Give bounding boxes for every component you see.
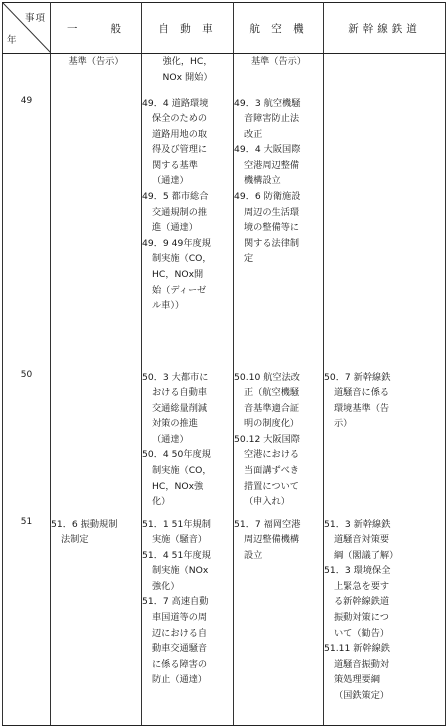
entry (234, 432, 323, 510)
entry (142, 236, 233, 314)
column-header-aircraft: 航 空 機 (234, 3, 324, 54)
entry-line: 対策の推進 (152, 418, 198, 430)
general-cell (51, 370, 142, 517)
entry-line: （通達） (152, 175, 189, 187)
entry (142, 189, 233, 236)
entry-line: 動車交通騒音 (152, 643, 208, 655)
entry (142, 594, 233, 688)
entry-line: 正（航空機騒 (244, 387, 300, 399)
entry-line: 空港周辺整備 (244, 159, 300, 171)
table-body (3, 54, 446, 726)
entry-line: 51．7 高速自動 (142, 596, 209, 608)
shinkansen-cell (324, 96, 446, 370)
aircraft-cell (234, 54, 324, 96)
entry-line: 音基準適合証 (244, 402, 300, 414)
entry-line: 49．6 防衛施設 (234, 191, 301, 203)
column-header-general: 一 般 (51, 3, 142, 54)
entry-line: 改正 (244, 128, 263, 140)
entry-line: 保全のための (152, 113, 208, 125)
entry-line: 音障害防止法 (244, 113, 300, 125)
entry-line: いて（勧告） (334, 627, 390, 639)
entry-line: 策処理要綱 (334, 674, 380, 686)
entry (142, 517, 233, 548)
entry-line: 防止（通達） (152, 674, 208, 686)
entry-line: 周辺整備機構 (244, 534, 300, 546)
aircraft-cell (234, 96, 324, 370)
entry-line: 関する基準 (152, 159, 198, 171)
entry-line: NOx 開始） (162, 71, 213, 83)
aircraft-cell (234, 517, 324, 726)
entry-line: 51．4 51年度規 (142, 549, 211, 561)
entry (234, 142, 323, 189)
entry-line: 強化） (152, 580, 180, 592)
entry-line: 制実施（NOx (152, 565, 209, 577)
table-row (3, 96, 446, 370)
year-cell: 51 (3, 517, 51, 726)
general-cell (51, 54, 142, 96)
corner-header (3, 3, 51, 54)
year-cell: 50 (3, 370, 51, 517)
year-cell: 49 (3, 96, 51, 370)
entry-line: （通達） (152, 433, 189, 445)
general-cell (51, 517, 142, 726)
entry (51, 517, 141, 548)
entry-line: 車国道等の周 (152, 612, 208, 624)
entry-line: （国鉄策定） (334, 690, 390, 702)
entry-line: 交通規制の推 (152, 206, 208, 218)
entry-line: 強化，HC， (162, 56, 213, 67)
shinkansen-cell (324, 517, 446, 726)
entry-line: る新幹線鉄道 (334, 596, 390, 608)
entry-line: 50.10 航空法改 (234, 371, 300, 383)
year-cell (3, 54, 51, 96)
entry (324, 563, 445, 641)
entry-line: 関する法律制 (244, 237, 300, 249)
aircraft-cell (234, 370, 324, 517)
entry-line: 始（ディーゼ (152, 284, 207, 296)
entry-line: 空港における (244, 449, 300, 461)
car-cell (142, 370, 234, 517)
entry-line: 振動対策につ (334, 612, 389, 624)
entry (234, 96, 323, 143)
entry-line: 当面講ずべき (244, 465, 299, 477)
header-row (3, 3, 446, 54)
entry (142, 447, 233, 509)
general-cell (51, 96, 142, 370)
entry-line: 49．4 大阪国際 (234, 144, 301, 156)
entry-line: 51．1 51年規制 (142, 518, 211, 530)
entry-line: 49．4 道路環境 (142, 97, 209, 109)
entry-line: 境の整備等に (244, 222, 300, 234)
entry-line: HC，NOx開 (152, 269, 204, 281)
entry (234, 189, 323, 267)
entry-line: 化） (152, 496, 171, 508)
entry (234, 54, 323, 70)
entry (51, 54, 141, 70)
entry-line: 得及び管理に (152, 144, 208, 156)
shinkansen-cell (324, 370, 446, 517)
entry-line: 51.11 新幹線鉄 (324, 643, 390, 655)
entry-line: 辺における自 (152, 627, 208, 639)
shinkansen-cell (324, 54, 446, 96)
entry-line: 道騒音対策要 (334, 534, 390, 546)
car-cell (142, 54, 234, 96)
entry-line: 法制定 (61, 534, 89, 546)
entry-line: 51．3 新幹線鉄 (324, 518, 391, 530)
entry-line: 明の制度化） (244, 418, 300, 430)
entry-line: 機構設立 (244, 175, 281, 187)
entry-line: HC，NOx強 (152, 480, 204, 492)
table-row (3, 517, 446, 726)
column-header-shinkansen: 新幹線鉄道 (324, 3, 446, 54)
entry-line: 定 (244, 253, 254, 265)
entry-line: 措置について (244, 480, 299, 492)
entry-line: 50.12 大阪国際 (234, 433, 300, 445)
entry-line: 綱（閣議了解） (334, 549, 399, 561)
entry (142, 96, 233, 190)
entry-line: 周辺の生活環 (244, 206, 300, 218)
entry-line: おける自動車 (152, 387, 208, 399)
entry-line: 51．3 環境保全 (324, 565, 391, 577)
entry-line: 50．7 新幹線鉄 (324, 371, 391, 383)
entry (324, 370, 445, 432)
entry-line: 50．4 50年度規 (142, 449, 211, 461)
entry-line: 進（通達） (152, 222, 198, 234)
entry (234, 517, 323, 564)
entry-line: 制実施（CO， (152, 253, 212, 265)
entry-line: 51．7 福岡空港 (234, 518, 301, 530)
entry (234, 370, 323, 432)
entry (142, 548, 233, 595)
entry-line: 環境基準（告 (334, 402, 390, 414)
car-cell (142, 96, 234, 370)
table-row (3, 54, 446, 96)
car-cell (142, 517, 234, 726)
item-label: 事項 (24, 13, 46, 24)
entry-line: 交通総量削減 (152, 402, 208, 414)
year-label: 年 (7, 35, 21, 46)
entry-line: 49．3 航空機騒 (234, 97, 301, 109)
entry-line: 49．5 都市総合 (142, 191, 209, 203)
entry-line: 基準（告示） (68, 56, 124, 67)
entry-line: 基準（告示） (250, 56, 307, 67)
entry (324, 641, 445, 703)
entry (142, 370, 233, 448)
table-row (3, 370, 446, 517)
entry-line: 上緊急を要す (334, 580, 390, 592)
entry-line: 49．9 49年度規 (142, 237, 211, 249)
entry-line: 制実施（CO， (152, 465, 212, 477)
history-table (2, 2, 446, 726)
entry-line: 道路用地の取 (152, 128, 208, 140)
entry-line: 51．6 振動規制 (51, 518, 118, 530)
entry-line: （申入れ） (244, 496, 290, 508)
entry-line: 道騒音に係る (334, 387, 390, 399)
entry-line: に係る障害の (152, 658, 208, 670)
entry-line: 実施（騒音） (152, 534, 208, 546)
entry-line: 設立 (244, 549, 263, 561)
entry-line: 示） (334, 418, 353, 430)
entry-line: ル車）） (152, 300, 185, 312)
entry-line: 50．3 大都市に (142, 371, 209, 383)
column-header-car: 自 動 車 (142, 3, 234, 54)
entry (324, 517, 445, 564)
entry-line: 道騒音振動対 (334, 658, 390, 670)
entry (142, 54, 233, 85)
